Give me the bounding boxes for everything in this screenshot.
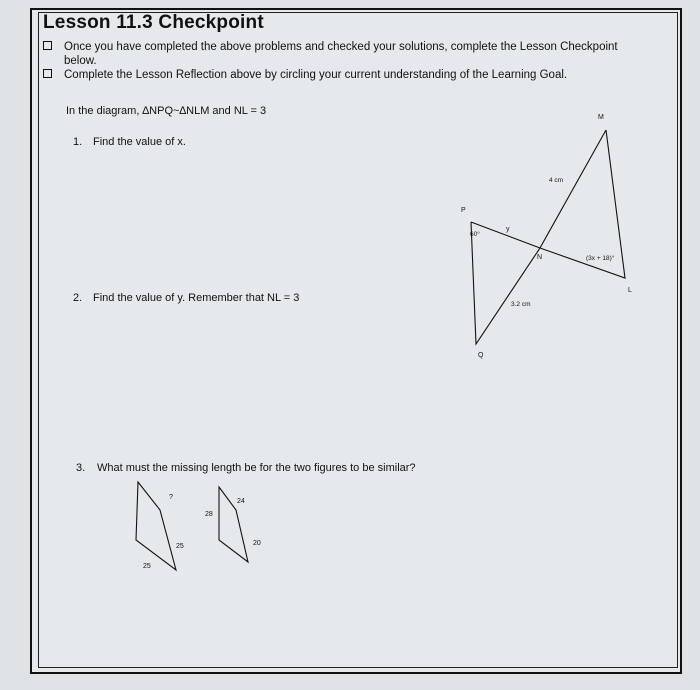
vertex-l-label: L — [628, 287, 632, 294]
similar-figures-diagram — [136, 482, 248, 570]
left-side-label: 28 — [205, 511, 213, 518]
checklist-item-1-text: Once you have completed the above problems and checked your solutions, complete the Lesson Checkpoint — [64, 41, 618, 53]
question-1-number: 1. — [73, 136, 83, 148]
question-3-number: 3. — [76, 462, 86, 474]
question-2-number: 2. — [73, 292, 83, 304]
left-top-label: ? — [169, 494, 173, 501]
lesson-title: Lesson 11.3 Checkpoint — [43, 12, 264, 33]
vertex-q-label: Q — [478, 352, 484, 359]
vertex-p-label: P — [461, 207, 466, 214]
question-2-text: Find the value of y. Remember that NL = 3 — [93, 292, 300, 304]
left-inner-label: 25 — [176, 543, 184, 550]
angle-p-label: 60° — [470, 231, 480, 238]
right-bottom-label: 20 — [253, 540, 261, 547]
side-qn-label: 3.2 cm — [511, 301, 531, 308]
right-top-label: 24 — [237, 498, 245, 505]
vertex-n-label: N — [537, 254, 543, 261]
side-y-label: y — [506, 226, 510, 233]
vertex-m-label: M — [598, 114, 604, 121]
angle-l-label: (3x + 18)° — [586, 255, 615, 262]
similar-triangles-diagram — [471, 130, 625, 344]
triangle-npq — [471, 222, 543, 344]
left-bottom-label: 25 — [143, 563, 151, 570]
checklist-item-1-continuation: below. — [64, 55, 97, 67]
checklist-item-2-text: Complete the Lesson Reflection above by circling your current understanding of the Learning Goal. — [64, 69, 568, 81]
side-mn-label: 4 cm — [549, 177, 564, 184]
diagram-intro: In the diagram, ∆NPQ~∆NLM and NL = 3 — [66, 105, 267, 117]
question-1-text: Find the value of x. — [93, 136, 186, 148]
question-3-text: What must the missing length be for the two figures to be similar? — [97, 462, 416, 474]
